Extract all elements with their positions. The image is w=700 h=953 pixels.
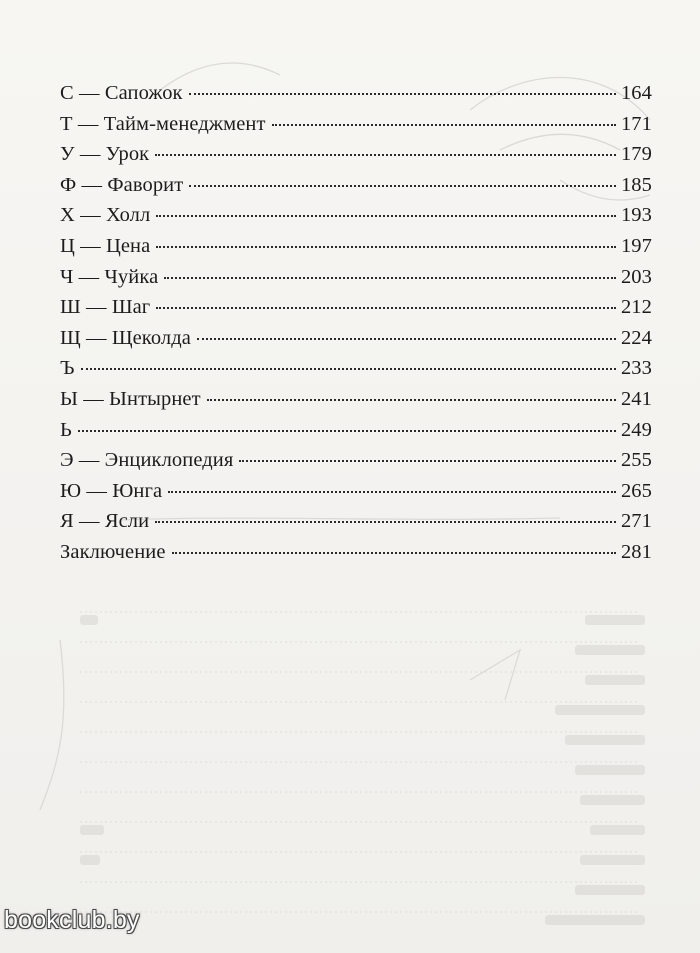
toc-entry <box>60 327 652 358</box>
toc-leader-dots <box>189 185 616 187</box>
toc-entry <box>60 480 652 511</box>
toc-entry-page: 271 <box>620 510 652 533</box>
toc-entry-page: 193 <box>620 204 652 227</box>
toc-entry-page: 265 <box>620 479 652 502</box>
toc-entry-title: Ы — Ынтырнет <box>60 387 201 410</box>
toc-entry-title: Х — Холл <box>60 204 151 227</box>
site-watermark: bookclub.by <box>4 906 140 934</box>
toc-entry <box>60 541 652 572</box>
toc-entry-page: 281 <box>620 540 652 563</box>
toc-entry-title: Я — Ясли <box>60 510 150 533</box>
toc-entry-title: Ц — Цена <box>60 234 151 257</box>
toc-entry <box>60 266 652 297</box>
toc-entry <box>60 296 652 327</box>
toc-leader-dots <box>78 430 616 432</box>
toc-leader-dots <box>168 491 616 493</box>
toc-entry <box>60 357 652 388</box>
toc-entry-page: 212 <box>620 296 652 319</box>
toc-entry-title: У — Урок <box>60 143 150 166</box>
toc-entry <box>60 204 652 235</box>
toc-leader-dots <box>189 93 616 95</box>
toc-entry-page: 249 <box>620 418 652 441</box>
toc-entry <box>60 174 652 205</box>
toc-entry-page: 241 <box>620 387 652 410</box>
toc-entry-page: 233 <box>620 357 652 380</box>
toc-leader-dots <box>239 460 616 462</box>
toc-leader-dots <box>164 277 616 279</box>
toc-leader-dots <box>172 552 616 554</box>
toc-entry-title: Ь <box>60 418 72 441</box>
toc-entry <box>60 419 652 450</box>
toc-leader-dots <box>207 399 616 401</box>
table-of-contents <box>60 82 652 572</box>
toc-leader-dots <box>156 307 616 309</box>
toc-entry-title: Э — Энциклопедия <box>60 449 234 472</box>
toc-entry-page: 179 <box>620 143 652 166</box>
toc-leader-dots <box>272 124 616 126</box>
toc-entry-title: Ф — Фаворит <box>60 173 184 196</box>
toc-leader-dots <box>81 368 616 370</box>
toc-entry <box>60 235 652 266</box>
toc-entry-page: 164 <box>620 82 652 104</box>
toc-entry <box>60 510 652 541</box>
toc-entry-title: С — Сапожок <box>60 82 183 104</box>
toc-entry <box>60 82 652 113</box>
toc-entry-page: 171 <box>620 112 652 135</box>
toc-entry <box>60 449 652 480</box>
toc-entry-title: Ъ <box>60 357 75 380</box>
toc-entry-page: 224 <box>620 326 652 349</box>
toc-leader-dots <box>197 338 616 340</box>
toc-entry-title: Щ — Щеколда <box>60 326 191 349</box>
toc-leader-dots <box>156 246 616 248</box>
toc-entry-page: 203 <box>620 265 652 288</box>
toc-entry-page: 197 <box>620 234 652 257</box>
toc-leader-dots <box>156 215 616 217</box>
toc-entry-page: 255 <box>620 449 652 472</box>
toc-entry <box>60 143 652 174</box>
toc-entry-title: Ч — Чуйка <box>60 265 159 288</box>
toc-entry-title: Ш — Шаг <box>60 296 151 319</box>
toc-leader-dots <box>155 154 616 156</box>
toc-leader-dots <box>155 521 616 523</box>
toc-entry <box>60 388 652 419</box>
toc-entry-title: Т — Тайм-менеджмент <box>60 112 266 135</box>
toc-entry <box>60 113 652 144</box>
toc-entry-title: Заключение <box>60 540 166 563</box>
toc-entry-title: Ю — Юнга <box>60 479 163 502</box>
toc-entry-page: 185 <box>620 173 652 196</box>
